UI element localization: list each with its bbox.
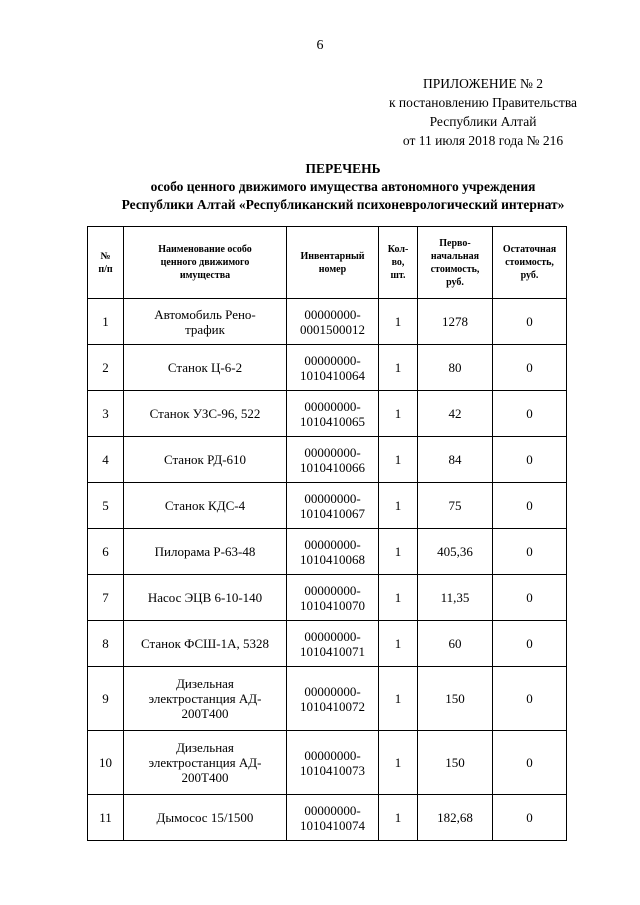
- cell-qty: 1: [379, 529, 418, 575]
- cell-name: Станок КДС-4: [124, 483, 287, 529]
- appendix-date-line: от 11 июля 2018 года № 216: [402, 133, 564, 148]
- cell-name: Станок ФСШ-1А, 5328: [124, 621, 287, 667]
- appendix-header: [360, 74, 606, 150]
- appendix-resolution-line: к постановлению Правительства: [388, 95, 578, 110]
- cell-initial-cost: 42: [418, 391, 493, 437]
- cell-inventory: 00000000- 1010410068: [287, 529, 379, 575]
- cell-num: 8: [88, 621, 124, 667]
- table-row: [88, 391, 567, 437]
- header-num: № п/п: [88, 227, 124, 299]
- cell-name: Станок Ц-6-2: [124, 345, 287, 391]
- cell-num: 1: [88, 299, 124, 345]
- cell-qty: 1: [379, 575, 418, 621]
- cell-qty: 1: [379, 345, 418, 391]
- cell-initial-cost: 11,35: [418, 575, 493, 621]
- cell-num: 9: [88, 667, 124, 731]
- cell-residual-cost: 0: [493, 575, 567, 621]
- cell-inventory: 00000000- 1010410071: [287, 621, 379, 667]
- header-initial-cost: Перво- начальная стоимость, руб.: [418, 227, 493, 299]
- table-header-row: [88, 227, 567, 299]
- cell-name: Автомобиль Рено- трафик: [124, 299, 287, 345]
- appendix-title: ПРИЛОЖЕНИЕ № 2: [422, 76, 544, 91]
- appendix-region-line: Республики Алтай: [429, 114, 537, 129]
- cell-inventory: 00000000- 0001500012: [287, 299, 379, 345]
- cell-name: Дизельная электростанция АД- 200Т400: [124, 667, 287, 731]
- table-row: [88, 529, 567, 575]
- cell-name: Насос ЭЦВ 6-10-140: [124, 575, 287, 621]
- cell-initial-cost: 150: [418, 731, 493, 795]
- cell-name: Пилорама Р-63-48: [124, 529, 287, 575]
- cell-initial-cost: 80: [418, 345, 493, 391]
- cell-initial-cost: 60: [418, 621, 493, 667]
- cell-inventory: 00000000- 1010410065: [287, 391, 379, 437]
- cell-inventory: 00000000- 1010410074: [287, 795, 379, 841]
- cell-qty: 1: [379, 795, 418, 841]
- header-inventory: Инвентарный номер: [287, 227, 379, 299]
- title-subheading: особо ценного движимого имущества автономного учреждения: [150, 179, 536, 194]
- cell-initial-cost: 75: [418, 483, 493, 529]
- header-residual-cost: Остаточная стоимость, руб.: [493, 227, 567, 299]
- table-row: [88, 345, 567, 391]
- cell-residual-cost: 0: [493, 391, 567, 437]
- cell-name: Станок РД-610: [124, 437, 287, 483]
- table-row: [88, 795, 567, 841]
- cell-qty: 1: [379, 667, 418, 731]
- cell-inventory: 00000000- 1010410067: [287, 483, 379, 529]
- cell-name: Дизельная электростанция АД- 200Т400: [124, 731, 287, 795]
- title-heading: ПЕРЕЧЕНЬ: [305, 161, 381, 176]
- cell-num: 6: [88, 529, 124, 575]
- cell-qty: 1: [379, 299, 418, 345]
- cell-inventory: 00000000- 1010410070: [287, 575, 379, 621]
- cell-num: 7: [88, 575, 124, 621]
- cell-residual-cost: 0: [493, 731, 567, 795]
- cell-num: 4: [88, 437, 124, 483]
- cell-qty: 1: [379, 483, 418, 529]
- cell-qty: 1: [379, 621, 418, 667]
- table-row: [88, 437, 567, 483]
- cell-name: Дымосос 15/1500: [124, 795, 287, 841]
- cell-residual-cost: 0: [493, 529, 567, 575]
- table-row: [88, 731, 567, 795]
- cell-inventory: 00000000- 1010410066: [287, 437, 379, 483]
- cell-residual-cost: 0: [493, 345, 567, 391]
- cell-residual-cost: 0: [493, 483, 567, 529]
- title-institution: Республики Алтай «Республиканский психоневрологический интернат»: [121, 197, 565, 212]
- cell-name: Станок УЗС-96, 522: [124, 391, 287, 437]
- cell-residual-cost: 0: [493, 795, 567, 841]
- table-row: [88, 299, 567, 345]
- cell-initial-cost: 84: [418, 437, 493, 483]
- cell-inventory: 00000000- 1010410064: [287, 345, 379, 391]
- cell-residual-cost: 0: [493, 667, 567, 731]
- cell-initial-cost: 150: [418, 667, 493, 731]
- document-title: [60, 160, 626, 214]
- table-row: [88, 575, 567, 621]
- cell-inventory: 00000000- 1010410072: [287, 667, 379, 731]
- cell-initial-cost: 1278: [418, 299, 493, 345]
- cell-residual-cost: 0: [493, 621, 567, 667]
- table-row: [88, 483, 567, 529]
- page-number: 6: [316, 38, 324, 53]
- cell-qty: 1: [379, 391, 418, 437]
- cell-initial-cost: 182,68: [418, 795, 493, 841]
- cell-num: 5: [88, 483, 124, 529]
- cell-qty: 1: [379, 731, 418, 795]
- cell-num: 10: [88, 731, 124, 795]
- cell-num: 2: [88, 345, 124, 391]
- cell-num: 3: [88, 391, 124, 437]
- table-row: [88, 667, 567, 731]
- cell-initial-cost: 405,36: [418, 529, 493, 575]
- cell-residual-cost: 0: [493, 299, 567, 345]
- table-row: [88, 621, 567, 667]
- header-qty: Кол- во, шт.: [379, 227, 418, 299]
- cell-inventory: 00000000- 1010410073: [287, 731, 379, 795]
- cell-residual-cost: 0: [493, 437, 567, 483]
- cell-num: 11: [88, 795, 124, 841]
- property-table: [87, 226, 567, 841]
- cell-qty: 1: [379, 437, 418, 483]
- header-name: Наименование особо ценного движимого имущества: [124, 227, 287, 299]
